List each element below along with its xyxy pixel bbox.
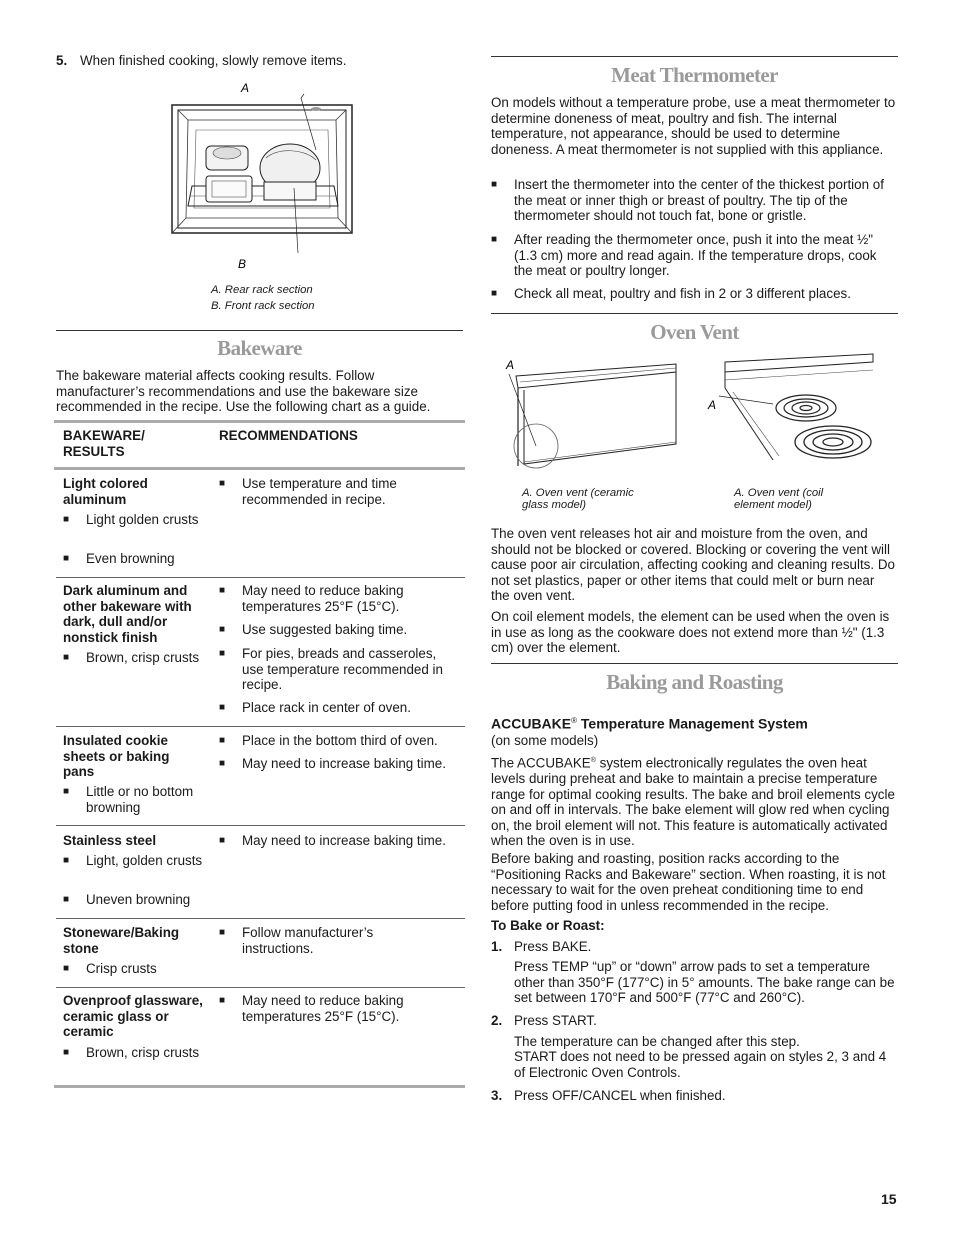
result-item: ■ Even browning — [63, 551, 203, 567]
row-divider — [56, 918, 465, 919]
result-item: ■ Brown, crisp crusts — [63, 650, 203, 666]
meat-intro: On models without a temperature probe, use a meat thermometer to determine doneness of meat, poultry and fish. The internal temperature, not appearance, should be used to determine doneness. A meat thermometer is not supplied with this appliance. — [491, 95, 896, 157]
step-number: 5. — [56, 53, 68, 68]
row-divider — [56, 726, 465, 727]
recommendation-item: ■ For pies, breads and casseroles, use temperature recommended in recipe. — [219, 646, 459, 693]
coil-element-front — [795, 426, 871, 458]
vent-label-a2: A — [708, 398, 717, 412]
section-divider — [491, 56, 898, 57]
result-item: ■ Light, golden crusts — [63, 853, 203, 869]
recommendation-item: ■ Use suggested baking time. — [219, 622, 459, 638]
table-top-border — [54, 420, 465, 423]
accubake-name: ACCUBAKE — [491, 715, 572, 732]
step-1-text: Press BAKE. — [514, 939, 592, 954]
step-1-detail: Press TEMP “up” or “down” arrow pads to set a temperature other than 350°F (177°C) in 5° amounts. The bake range can be set between 170°F and 500°F (77°C and 260°C). — [514, 959, 895, 1006]
step-2-detail-1: The temperature can be changed after this step. — [514, 1034, 800, 1049]
bakeware-intro: The bakeware material affects cooking results. Follow manufacturer’s recommendations and use the bakeware size recommended in the recipe. Use the following chart as a guide. — [56, 368, 431, 415]
recommendation-item: ■ May need to increase baking time. — [219, 833, 459, 849]
vent-caption-coil: A. Oven vent (coil element model) — [734, 487, 824, 511]
oven-vent-ceramic-figure — [496, 354, 681, 474]
step-2-text: Press START. — [514, 1013, 597, 1028]
recommendation-item: ■ May need to reduce baking temperatures 25°F (15°C). — [219, 993, 439, 1024]
recommendation-item: ■ Use temperature and time recommended in recipe. — [219, 476, 459, 507]
registered-mark: ® — [590, 757, 596, 764]
step-3-text: Press OFF/CANCEL when finished. — [514, 1088, 726, 1103]
section-divider — [491, 313, 898, 314]
step-5 — [56, 53, 465, 69]
table-header-recommendations: RECOMMENDATIONS — [219, 428, 358, 443]
step-text: When finished cooking, slowly remove items. — [80, 53, 347, 68]
row-divider — [56, 987, 465, 988]
page-number: 15 — [881, 1191, 897, 1207]
row-divider — [56, 577, 465, 578]
bakeware-name: Insulated cookie sheets or baking pans — [63, 733, 170, 780]
bakeware-name: Light colored aluminum — [63, 476, 148, 507]
to-bake-heading: To Bake or Roast: — [491, 918, 605, 933]
figure-caption-b: B. Front rack section — [211, 300, 315, 312]
vent-paragraph-1: The oven vent releases hot air and moisture from the oven, and should not be blocked or covered. Blocking or covering the vent will cause poor air circulation, affecting cooking and cleaning results. Do not set plastics, paper or other items that could melt or burn near the oven vent. — [491, 526, 895, 604]
on-some-models: (on some models) — [491, 733, 599, 748]
row-divider — [56, 825, 465, 826]
figure-label-b: B — [238, 257, 247, 271]
oven-vent-coil-figure — [703, 352, 898, 472]
accubake-paragraph — [491, 753, 896, 849]
meat-bullet: ■ Check all meat, poultry and fish in 2 or 3 different places. — [491, 286, 896, 302]
table-header-border — [54, 467, 465, 470]
vent-label-a1: A — [506, 358, 515, 372]
vent-paragraph-2: On coil element models, the element can be used when the oven is in use as long as the cookware does not extend more than ½" (1.3 cm) over the element. — [491, 609, 890, 656]
recommendation-item: ■ Place in the bottom third of oven. — [219, 733, 459, 749]
oven-rack-figure — [166, 78, 366, 273]
step-number: 3. — [491, 1088, 503, 1103]
vent-caption-ceramic: A. Oven vent (ceramic glass model) — [522, 487, 634, 511]
result-item: ■ Uneven browning — [63, 892, 208, 908]
recommendation-item: ■ May need to reduce baking temperatures 25°F (15°C). — [219, 583, 459, 614]
step-number: 2. — [491, 1013, 503, 1028]
bakeware-name: Stoneware/Baking stone — [63, 925, 180, 956]
recommendation-item: ■ Place rack in center of oven. — [219, 700, 459, 716]
baking-roasting-heading: Baking and Roasting — [606, 670, 783, 694]
section-divider — [56, 330, 463, 331]
bakeware-heading: Bakeware — [217, 336, 302, 360]
result-item: ■ Light golden crusts — [63, 512, 203, 528]
table-bottom-border — [54, 1085, 465, 1088]
meat-bullet: ■ After reading the thermometer once, push it into the meat ½" (1.3 cm) more and read again. If the temperature drops, cook the meat or poultry longer. — [491, 232, 896, 279]
table-header-bakeware: BAKEWARE/ RESULTS — [63, 428, 145, 459]
registered-mark: ® — [571, 716, 578, 725]
result-item: ■ Brown, crisp crusts — [63, 1045, 203, 1061]
figure-label-a: A — [241, 81, 250, 95]
bakeware-name: Dark aluminum and other bakeware with dark, dull and/or nonstick finish — [63, 583, 192, 645]
accubake-system-label: Temperature Management System — [577, 715, 808, 732]
before-baking-paragraph: Before baking and roasting, position racks according to the “Positioning Racks and Bakeware” section. When roasting, it is not necessary to wait for the oven preheat conditioning time to end before putting food in unless recommended in the recipe. — [491, 851, 886, 913]
oven-vent-heading: Oven Vent — [650, 320, 739, 344]
meat-thermometer-heading: Meat Thermometer — [611, 63, 778, 87]
meat-bullet: ■ Insert the thermometer into the center of the thickest portion of the meat or inner thigh or breast of poultry. The tip of the thermometer should not touch fat, bone or gristle. — [491, 177, 896, 224]
step-2-detail-2: START does not need to be pressed again on styles 2, 3 and 4 of Electronic Oven Controls. — [514, 1049, 887, 1080]
bakeware-name: Ovenproof glassware, ceramic glass or ceramic — [63, 993, 203, 1040]
figure-caption-a: A. Rear rack section — [211, 284, 313, 296]
recommendation-item: ■ Follow manufacturer’s instructions. — [219, 925, 419, 956]
bakeware-name: Stainless steel — [63, 833, 157, 848]
result-item: ■ Crisp crusts — [63, 961, 203, 977]
recommendation-item: ■ May need to increase baking time. — [219, 756, 459, 772]
step-number: 1. — [491, 939, 503, 954]
accubake-text-start: The ACCUBAKE — [491, 755, 591, 771]
result-item: ■ Little or no bottom browning — [63, 784, 203, 815]
coil-element-rear — [776, 395, 836, 421]
accubake-subheading — [491, 713, 808, 732]
accubake-text-rest: system electronically regulates the oven heat levels during preheat and bake to maintain a precise temperature range for optimal cooking results. The bake and broil elements cycle on and off in intervals. The bake element will glow red when cycling on, the broil element will not. This feature is automatically activated when the oven is in use. — [491, 755, 895, 849]
section-divider — [491, 663, 898, 664]
